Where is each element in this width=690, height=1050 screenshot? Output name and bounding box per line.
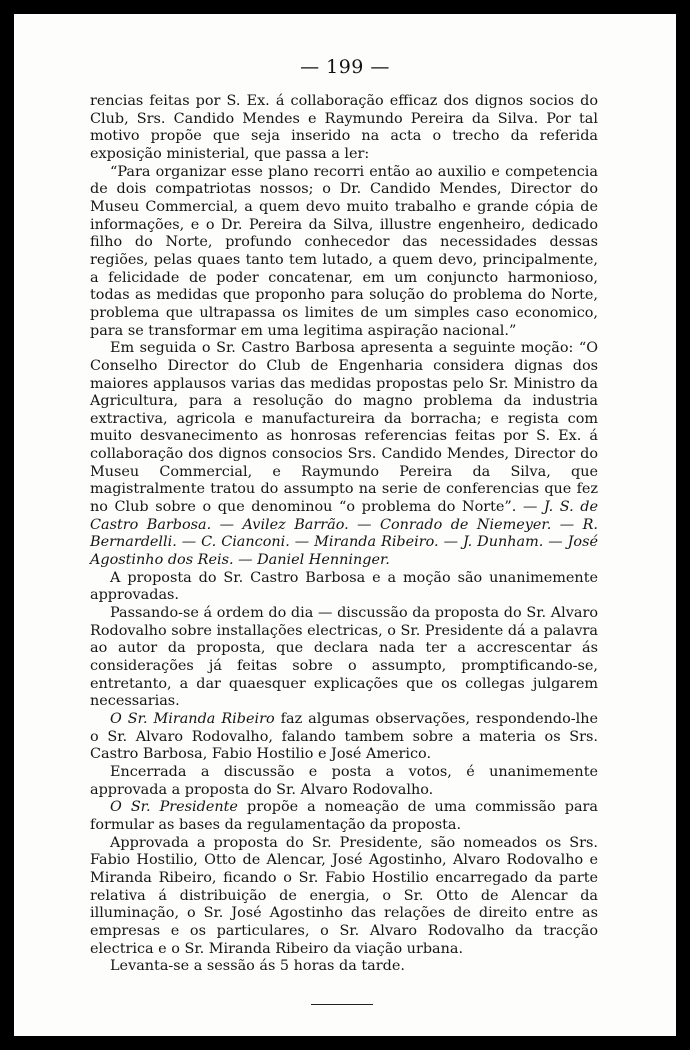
- paragraph-quote: “Para organizar esse plano recorri então ao auxilio e competencia de dois compatriotas nossos; o Dr. Candido Mendes, Director do Museu Commercial, a quem devo muito trabalho e grande cópia de informações, e o Dr. Pereira da Silva, illustre engenheiro, dedicado filho do Norte, profundo conhecedor das necessidades dessas regiões, pelas quaes tanto tem lutado, a quem devo, principalmente, a felicidade de poder concatenar, em um conjuncto harmonioso, todas as medidas que proponho para solução do problema do Norte, problema que ultrapassa os limites de um simples caso economico, para se transformar em uma legitima aspiração nacional.”: [90, 163, 598, 339]
- page-body: [90, 93, 598, 976]
- paragraph-observations: [90, 711, 598, 764]
- observations-text: faz algumas observações, respondendo-lhe o Sr. Alvaro Rodovalho, falando tambem sobre a materia os Srs. Castro Barbosa, Fabio Hostilio e José Americo.: [90, 710, 599, 763]
- paragraph-motion: [90, 340, 598, 570]
- paragraph-closing: Levanta-se a sessão ás 5 horas da tarde.: [110, 958, 405, 975]
- paragraph-order-of-day: Passando-se á ordem do dia — discussão da proposta do Sr. Alvaro Rodovalho sobre installações electricas, o Sr. Presidente dá a palavra ao autor da proposta, que declara nada ter a accrescentar ás considerações já feitas sobre o assumpto, promptificando-se, entretanto, a dar quaesquer explicações que os collegas julgarem necessarias.: [90, 605, 598, 710]
- speaker-miranda-ribeiro: O Sr. Miranda Ribeiro: [110, 710, 275, 727]
- document-page: [14, 14, 676, 1036]
- paragraph-nominations: Approvada a proposta do Sr. Presidente, são nomeados os Srs. Fabio Hostilio, Otto de Alencar, José Agostinho, Alvaro Rodovalho e Miranda Ribeiro, ficando o Sr. Fabio Hostilio encarregado da parte relativa á distribuição de energia, o Sr. Otto de Alencar da illuminação, o Sr. José Agostinho das relações de direito entre as empresas e os particulares, o Sr. Alvaro Rodovalho da tracção electrica e o Sr. Miranda Ribeiro da viação urbana.: [90, 834, 598, 957]
- paragraph-vote: Encerrada a discussão e posta a votos, é unanimemente approvada a proposta do Sr. Alvaro Rodovalho.: [90, 763, 598, 798]
- paragraph-commission: [90, 799, 598, 834]
- speaker-presidente: O Sr. Presidente: [110, 799, 238, 816]
- commission-text: propõe a nomeação de uma commissão para formular as bases da regulamentação da proposta.: [90, 799, 598, 833]
- page-number: — 199 —: [300, 56, 390, 78]
- motion-text: Em seguida o Sr. Castro Barbosa apresenta a seguinte moção: “O Conselho Director do Club de Engenharia considera dignas dos maiores applausos varias das medidas propostas pelo Sr. Ministro da Agricultura, para a resolução do magno problema da industria extractiva, agricola e manufactureira da borracha; e regista com muito desvanecimento as honrosas referencias feitas por S. Ex. á collaboração dos dignos consocios Srs. Candido Mendes, Director do Museu Commercial, e Raymundo Pereira da Silva, que magistralmente tratou do assumpto na serie de conferencias que fez no Club sobre o que denominou “o problema do Norte”.: [90, 340, 598, 516]
- paragraph-approval: A proposta do Sr. Castro Barbosa e a moção são unanimemente approvadas.: [90, 569, 598, 604]
- closing-rule: [311, 1004, 373, 1005]
- paragraph-1: rencias feitas por S. Ex. á collaboração efficaz dos dignos socios do Club, Srs. Candido Mendes e Raymundo Pereira da Silva. Por tal motivo propõe que seja inserido na acta o trecho da referida exposição ministerial, que passa a ler:: [90, 93, 598, 162]
- motion-signatures: — J. S. de Castro Barbosa. — Avilez Barrão. — Conrado de Niemeyer. — R. Bernardelli. — C. Cianconi. — Miranda Ribeiro. — J. Dunham. — José Agostinho dos Reis. — Daniel Henninger.: [90, 499, 598, 569]
